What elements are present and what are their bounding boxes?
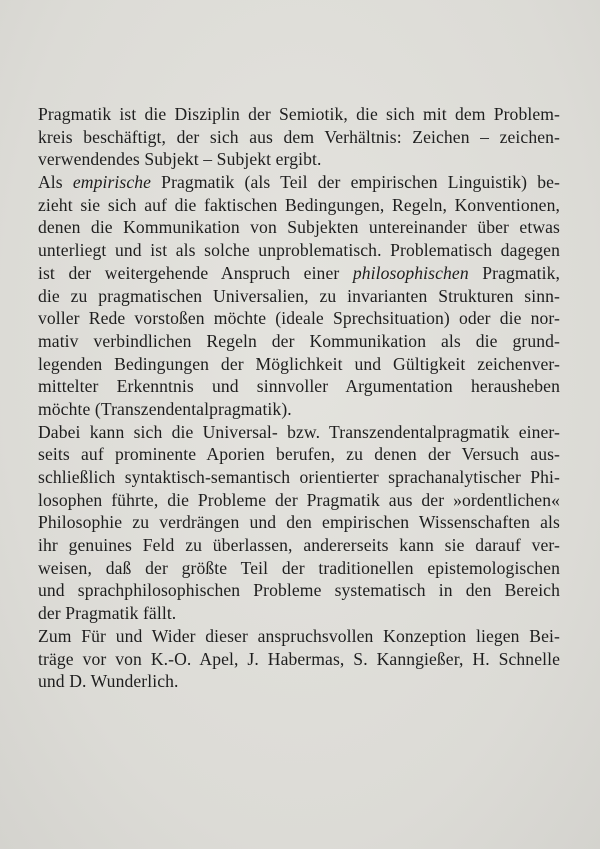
text-line [38,443,560,466]
text-line [38,330,560,353]
text-run: mittelter Erkenntnis und sinnvoller Argumentation herausheben [38,376,560,397]
text-line [38,534,560,557]
text-run: seits auf prominente Aporien berufen, zu denen der Versuch aus- [38,444,560,465]
paragraph [38,625,560,693]
text-run: Pragmatik, [468,262,560,283]
text-line [38,126,560,149]
text-run: mativ verbindlichen Regeln der Kommunikation als die grund- [38,330,560,351]
emphasis-text: philosophischen [352,262,469,283]
paragraph [38,171,560,421]
text-line [38,670,560,693]
text-line [38,466,560,489]
text-line [38,285,560,308]
text-run: die zu pragmatischen Universalien, zu invarianten Strukturen sinn- [38,285,560,306]
body-text [38,103,560,693]
text-line [38,511,560,534]
text-run: unterliegt und ist als solche unproblematisch. Problematisch dagegen [38,240,560,261]
text-line [38,194,560,217]
text-line [38,557,560,580]
text-line [38,489,560,512]
text-run: legenden Bedingungen der Möglichkeit und Gültigkeit zeichenver- [38,353,560,374]
text-line [38,625,560,648]
text-run: Pragmatik (als Teil der empirischen Linguistik) be- [151,172,560,193]
text-line [38,648,560,671]
text-run: zieht sie sich auf die faktischen Bedingungen, Regeln, Konventionen, [38,194,560,215]
text-line [38,262,560,285]
text-run: ihr genuines Feld zu überlassen, andererseits kann sie darauf ver- [38,535,560,556]
paragraph [38,103,560,171]
text-run: Dabei kann sich die Universal- bzw. Transzendentalpragmatik einer- [38,421,560,442]
text-run: und D. Wunderlich. [38,671,179,692]
text-run: Philosophie zu verdrängen und den empirischen Wissenschaften als [38,512,560,533]
text-run: weisen, daß der größte Teil der traditionellen epistemologischen [38,557,560,578]
text-run: möchte (Transzendentalpragmatik). [38,398,292,419]
text-run: voller Rede vorstoßen möchte (ideale Sprechsituation) oder die nor- [38,308,560,329]
text-line [38,579,560,602]
text-line [38,307,560,330]
text-line [38,216,560,239]
text-run: verwendendes Subjekt – Subjekt ergibt. [38,149,322,170]
text-line [38,353,560,376]
text-line [38,421,560,444]
text-run: Als [38,172,73,193]
text-line [38,171,560,194]
text-run: schließlich syntaktisch-semantisch orientierter sprachanalytischer Phi- [38,467,560,487]
text-run: kreis beschäftigt, der sich aus dem Verhältnis: Zeichen – zeichen- [38,126,560,147]
text-line [38,602,560,625]
text-run: Zum Für und Wider dieser anspruchsvollen Konzeption liegen Bei- [38,625,560,646]
text-run: ist der weitergehende Anspruch einer [38,262,353,283]
text-run: träge vor von K.-O. Apel, J. Habermas, S. Kanngießer, H. Schnelle [38,648,560,669]
text-line [38,398,560,421]
text-line [38,103,560,126]
text-run: losophen führte, die Probleme der Pragmatik aus der »ordentlichen« [38,489,560,510]
text-run: und sprachphilosophischen Probleme systematisch in den Bereich [38,580,560,601]
text-run: der Pragmatik fällt. [38,603,177,624]
text-line [38,148,560,171]
text-run: Pragmatik ist die Disziplin der Semiotik, die sich mit dem Problem- [38,104,560,124]
text-run: denen die Kommunikation von Subjekten untereinander über etwas [38,217,560,238]
emphasis-text: empirische [72,172,152,193]
text-line [38,375,560,398]
paragraph [38,421,560,625]
text-line [38,239,560,262]
